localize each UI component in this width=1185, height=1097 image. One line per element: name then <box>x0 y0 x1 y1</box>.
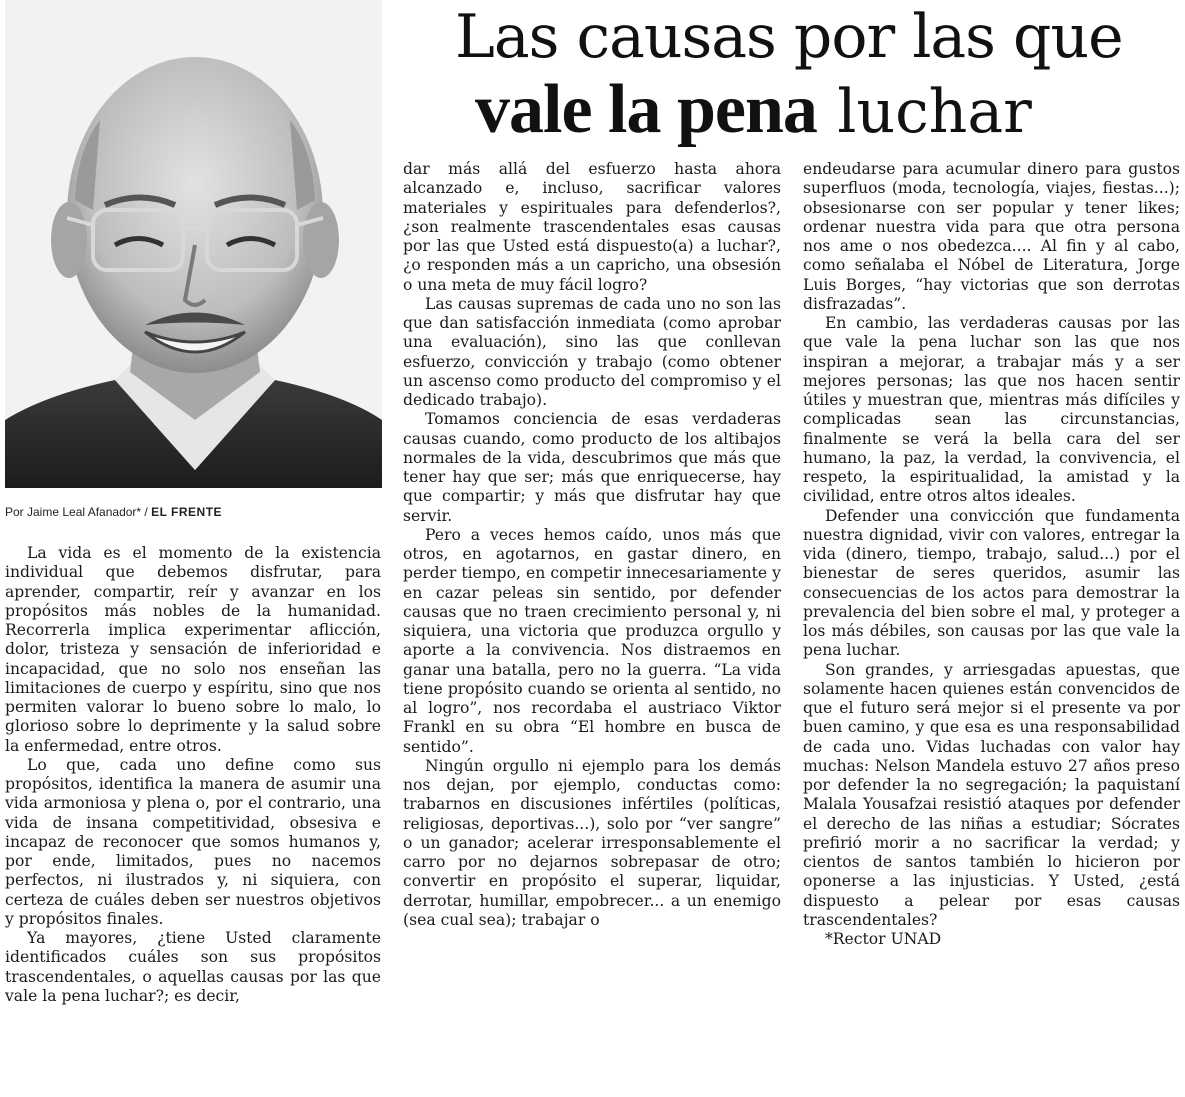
paragraph: Defender una convicción que fundamenta nuestra dignidad, vivir con valores, entregar la vida (dinero, tiempo, trabajo, salud...) por el bienestar de seres queridos, asumir las consecuencias de los actos para demostrar la prevalencia del bien sobre el mal, y proteger a los más débiles, son causas por las que vale la pena luchar. <box>803 506 1180 660</box>
paragraph: En cambio, las verdaderas causas por las que vale la pena luchar son las que nos inspiran a mejorar, a trabajar más y a ser mejores personas; las que nos hacen sentir útiles y muestran que, mientras más difíciles y complicadas sean las circunstancias, finalmente se verá la bella cara del ser humano, la paz, la verdad, la convivencia, el respeto, la espiritualidad, la amistad y la civilidad, entre otros altos ideales. <box>803 314 1180 506</box>
paragraph: dar más allá del esfuerzo hasta ahora alcanzado e, incluso, sacrificar valores materiales y espirituales para defenderlos?, ¿son realmente trascendentales esas causas por las que Usted está dispuesto(a) a luchar?, ¿o responden más a un capricho, una obsesión o una meta de muy fácil logro? <box>403 160 781 294</box>
paragraph: Son grandes, y arriesgadas apuestas, que solamente hacen quienes están convencidos de que el futuro será mejor si el presente va por buen camino, y que esa es una responsabilidad de cada uno. Vidas luchadas con valor hay muchas: Nelson Mandela estuvo 27 años preso por defender la no segregación; la paquistaní Malala Yousafzai resistió ataques por defender el derecho de las niñas a estudiar; Sócrates prefirió morir a no sacrificar la verdad; y cientos de santos también lo hicieron por oponerse a las injusticias. Y Usted, ¿está dispuesto a pelear por esas causas trascendentales? <box>803 660 1180 929</box>
author-signature: *Rector UNAD <box>825 930 942 948</box>
paragraph: Las causas supremas de cada uno no son las que dan satisfacción inmediata (como aprobar una evaluación), sino las que conllevan esfuerzo, convicción y trabajo (como obtener un ascenso como producto del compromiso y el dedicado trabajo). <box>403 294 781 409</box>
headline-bold-phrase: vale la pena <box>475 71 817 148</box>
paragraph: Ningún orgullo ni ejemplo para los demás nos dejan, por ejemplo, conductas como: trabarnos en discusiones infértiles (políticas, religiosas, deportivas...), solo por “ver sangre” o un ganador; acelerar irresponsablemente el carro por no dejarnos sobrepasar de otro; convertir en propósito el superar, liquidar, derrotar, humillar, empobrecer... a un enemigo (sea cual sea); trabajar o <box>403 756 781 929</box>
article-column-2 <box>403 160 781 930</box>
paragraph: La vida es el momento de la existencia individual que debemos disfrutar, para aprender, compartir, reír y avanzar en los propósitos más nobles de la humanidad. Recorrerla implica experimentar aflicción, dolor, tristeza y sensación de inferioridad e incapacidad, que no solo nos enseñan las limitaciones de cuerpo y espíritu, sino que nos permiten valorar lo bueno sobre lo malo, lo glorioso sobre lo deprimente y la salud sobre la enfermedad, entre otros. <box>5 544 381 755</box>
article-column-1 <box>5 544 381 1006</box>
article-column-3 <box>803 160 1180 949</box>
headline-last-word: luchar <box>837 77 1032 147</box>
paragraph: Pero a veces hemos caído, unos más que otros, en agotarnos, en gastar dinero, en perder tiempo, en competir innecesariamente y en cazar peleas sin sentido, por defender causas que no traen crecimiento personal y, ni siquiera, una victoria que produzca orgullo y aporte a la convivencia. Nos distraemos en ganar una batalla, pero no la guerra. “La vida tiene propósito cuando se orienta al sentido, no al logro”, nos recordaba el austriaco Viktor Frankl en su obra “El hombre en busca de sentido”. <box>403 525 781 756</box>
author-photo <box>5 0 382 488</box>
publication-name: EL FRENTE <box>151 505 223 519</box>
paragraph: Tomamos conciencia de esas verdaderas causas cuando, como producto de los altibajos normales de la vida, descubrimos que más que tener hay que ser; más que enriquecerse, hay que compartir; y más que disfrutar hay que servir. <box>403 410 781 525</box>
byline-credit <box>5 505 385 519</box>
headline-line-2 <box>475 70 1032 150</box>
headline-line-1: Las causas por las que <box>455 2 1123 72</box>
paragraph: endeudarse para acumular dinero para gustos superfluos (moda, tecnología, viajes, fiestas...); obsesionarse con ser popular y tener likes; ordenar nuestra vida para que otra persona nos ame o nos obedezca.... Al fin y al cabo, como señalaba el Nóbel de Literatura, Jorge Luis Borges, “hay victorias que son derrotas disfrazadas”. <box>803 160 1180 313</box>
article-headline <box>395 0 1180 150</box>
byline-separator: / <box>141 505 152 519</box>
author-byline: Por Jaime Leal Afanador* <box>5 505 142 519</box>
paragraph: Lo que, cada uno define como sus propósitos, identifica la manera de asumir una vida armoniosa y plena o, por el contrario, una vida de insana competitividad, obsesiva e incapaz de reconocer que somos humanos y, por ende, limitados, pues no nacemos perfectos, ni ilustrados y, ni siquiera, con certeza de cuáles deben ser nuestros objetivos y propósitos finales. <box>5 755 381 928</box>
author-portrait-image <box>5 0 382 488</box>
paragraph: Ya mayores, ¿tiene Usted claramente identificados cuáles son sus propósitos trascendentales, o aquellas causas por las que vale la pena luchar?; es decir, <box>5 929 381 1005</box>
